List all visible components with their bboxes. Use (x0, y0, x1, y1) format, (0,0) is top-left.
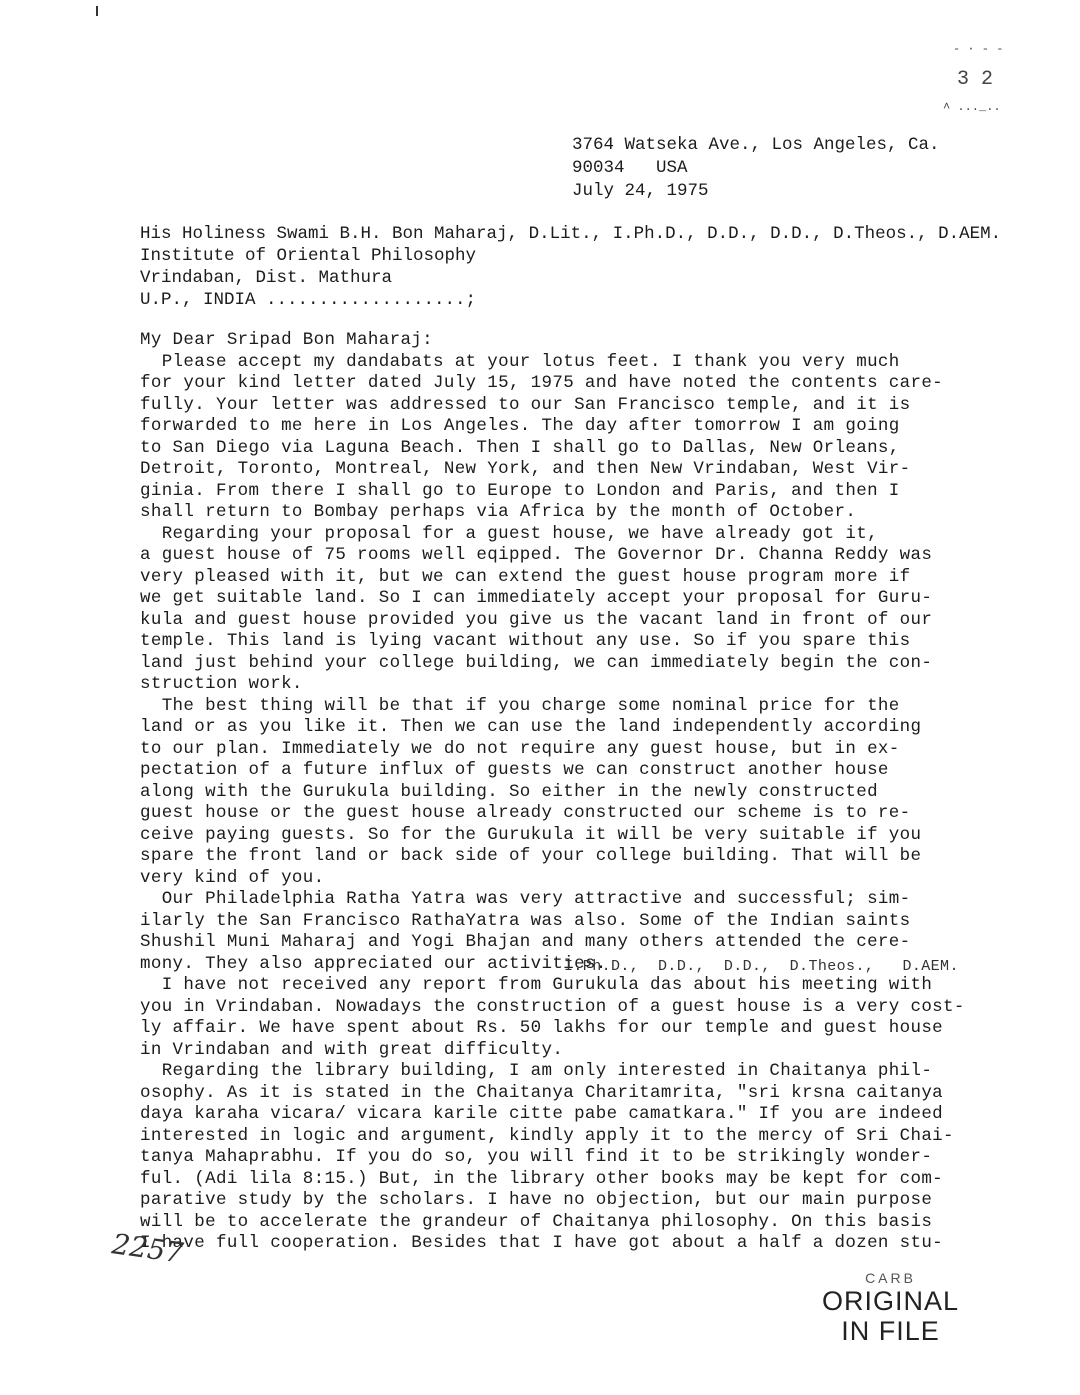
body-line: land just behind your college building, we can immediately begin the con- (140, 652, 933, 673)
punch-mark (96, 6, 98, 16)
body-line: land or as you like it. Then we can use the land independently according (140, 717, 922, 737)
original-in-file-stamp (822, 1270, 959, 1346)
body-line: to San Diego via Laguna Beach. Then I shall go to Dallas, New Orleans, (140, 437, 900, 458)
body-line: will be to accelerate the grandeur of Chaitanya philosophy. On this basis (140, 1211, 933, 1232)
body-line: daya karaha vicara/ vicara karile citte pabe camatkara." If you are indeed (140, 1104, 944, 1124)
stamp-carbon-text: CARB (865, 1270, 916, 1286)
body-line: kula and guest house provided you give us the vacant land in front of our (140, 609, 933, 630)
recipient-name: His Holiness Swami B.H. Bon Maharaj, D.Lit., I.Ph.D., D.D., D.D., D.Theos., D.AEM. (140, 224, 1002, 244)
body-line: tanya Mahaprabhu. If you do so, you will find it to be strikingly wonder- (140, 1147, 933, 1167)
body-line: ly affair. We have spent about Rs. 50 lakhs for our temple and guest house (140, 1018, 944, 1038)
body-line: ful. (Adi lila 8:15.) But, in the library other books may be kept for com- (140, 1168, 944, 1189)
body-line: ginia. From there I shall go to Europe to London and Paris, and then I (140, 480, 900, 501)
body-line: to our plan. Immediately we do not require any guest house, but in ex- (140, 738, 900, 759)
handwritten-number: 2257 (110, 1227, 186, 1270)
body-text (140, 352, 1040, 1255)
body-line: shall return to Bombay perhaps via Africa by the month of October. (140, 502, 857, 522)
sender-address (572, 134, 940, 203)
body-line: pectation of a future influx of guests we can construct another house (140, 760, 889, 780)
body-line: I have not received any report from Gurukula das about his meeting with (140, 975, 933, 995)
body-line: Detroit, Toronto, Montreal, New York, and then New Vrindaban, West Vir- (140, 459, 911, 479)
body-line: Shushil Muni Maharaj and Yogi Bhajan and many others attended the cere- (140, 932, 911, 952)
recipient-institute: Institute of Oriental Philosophy (140, 246, 477, 266)
body-line: struction work. (140, 674, 303, 694)
body-line: I have full cooperation. Besides that I have got about a half a dozen stu- (140, 1233, 944, 1253)
corner-annotation (935, 40, 1055, 130)
body-line: ceive paying guests. So for the Gurukula it will be very suitable if you (140, 824, 922, 845)
salutation: My Dear Sripad Bon Maharaj: (140, 330, 433, 350)
body-line: Regarding your proposal for a guest house, we have already got it, (140, 523, 878, 544)
overprint-text: I.Ph.D., D.D., D.D., D.Theos., D.AEM. (564, 958, 959, 975)
body-line: forwarded to me here in Los Angeles. The day after tomorrow I am going (140, 416, 900, 436)
recipient-city: Vrindaban, Dist. Mathura (140, 268, 393, 288)
body-line: ilarly the San Francisco RathaYatra was also. Some of the Indian saints (140, 910, 911, 931)
recipient-block (140, 223, 1001, 311)
body-line: Our Philadelphia Ratha Yatra was very attractive and successful; sim- (140, 889, 911, 909)
letter-date: July 24, 1975 (572, 181, 709, 201)
stamp-in-file-text: IN FILE (841, 1316, 940, 1346)
body-line: osophy. As it is stated in the Chaitanya Charitamrita, "sri krsna caitanya (140, 1082, 944, 1103)
body-line: guest house or the guest house already constructed our scheme is to re- (140, 803, 911, 823)
corner-mark-3: ˄ ..._.. (943, 100, 1001, 114)
letter-body (140, 330, 1040, 1255)
body-line: Please accept my dandabats at your lotus feet. I thank you very much (140, 351, 900, 372)
body-line: parative study by the scholars. I have no objection, but our main purpose (140, 1190, 933, 1210)
address-zip: 90034 USA (572, 158, 688, 178)
body-line: The best thing will be that if you charge some nominal price for the (140, 695, 900, 716)
body-line: temple. This land is lying vacant without any use. So if you spare this (140, 631, 911, 651)
body-line: fully. Your letter was addressed to our San Francisco temple, and it is (140, 394, 911, 415)
body-line: we get suitable land. So I can immediately accept your proposal for Guru- (140, 588, 933, 608)
body-line: spare the front land or back side of your college building. That will be (140, 846, 922, 866)
corner-mark-1: - · - - (953, 42, 1004, 56)
body-line: interested in logic and argument, kindly apply it to the mercy of Sri Chai- (140, 1125, 954, 1146)
body-line: along with the Gurukula building. So either in the newly constructed (140, 781, 878, 802)
stamp-original-text: ORIGINAL (822, 1286, 960, 1316)
body-line: very kind of you. (140, 867, 325, 888)
corner-mark-2: 3 2 (957, 68, 994, 91)
body-line: you in Vrindaban. Nowadays the construction of a guest house is a very cost- (140, 996, 965, 1017)
recipient-country: U.P., INDIA ...................; (140, 290, 477, 310)
address-street: 3764 Watseka Ave., Los Angeles, Ca. (572, 135, 940, 155)
body-line: for your kind letter dated July 15, 1975 and have noted the contents care- (140, 373, 944, 393)
body-line: very pleased with it, but we can extend the guest house program more if (140, 566, 911, 587)
body-line: in Vrindaban and with great difficulty. (140, 1039, 564, 1060)
body-line: Regarding the library building, I am only interested in Chaitanya phil- (140, 1061, 933, 1081)
body-line: mony. They also appreciated our activities. (140, 953, 607, 974)
body-line: a guest house of 75 rooms well eqipped. The Governor Dr. Channa Reddy was (140, 545, 933, 565)
